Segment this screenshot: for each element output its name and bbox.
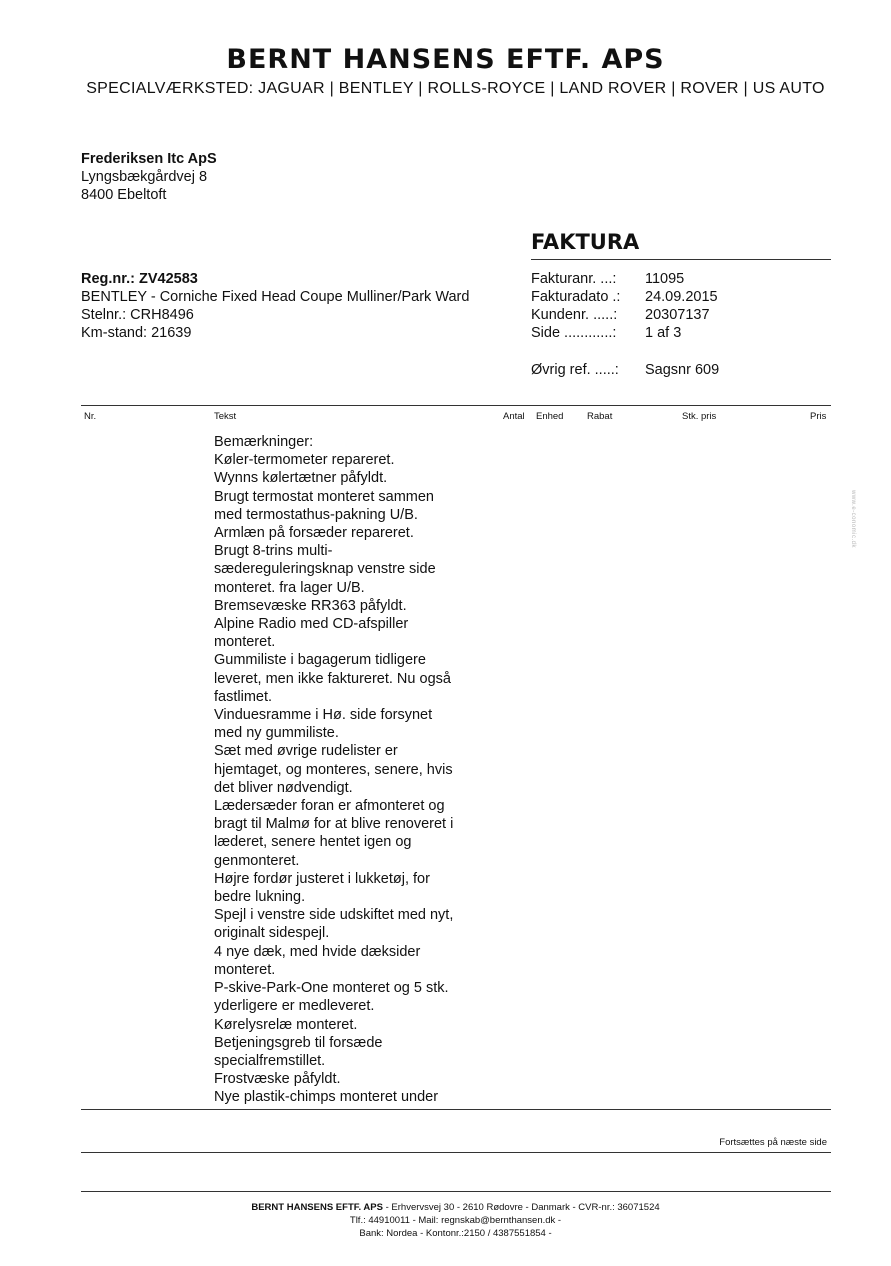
remark-line: Nye plastik-chimps monteret under — [214, 1089, 439, 1106]
remark-line: 4 nye dæk, med hvide dæksider — [214, 943, 421, 960]
remark-line: sædereguleringsknap venstre side — [214, 561, 436, 578]
remark-line: med ny gummiliste. — [214, 725, 339, 742]
remark-line: Sæt med øvrige rudelister er — [214, 743, 398, 760]
page-number-label: Side ............: — [531, 325, 617, 341]
remark-line: leveret, men ikke faktureret. Nu også — [214, 670, 451, 687]
customer-number-row — [531, 306, 710, 324]
continued-divider — [81, 1152, 831, 1153]
remark-line: Bemærkninger: — [214, 434, 314, 450]
remark-line: hjemtaget, og monteres, senere, hvis — [214, 761, 453, 778]
column-header-antal: Antal — [503, 411, 525, 422]
remark-line: med termostathus-pakning U/B. — [214, 506, 418, 523]
other-reference-label: Øvrig ref. .....: — [531, 362, 619, 378]
remark-line: originalt sidespejl. — [214, 925, 330, 942]
footer-divider — [81, 1191, 831, 1192]
recipient-name: Frederiksen Itc ApS — [81, 151, 217, 167]
remark-line: fastlimet. — [214, 688, 273, 705]
remark-line: Wynns kølertætner påfyldt. — [214, 470, 388, 487]
document-title: FAKTURA — [531, 230, 640, 254]
footer-company-line — [0, 1201, 891, 1214]
table-body-divider — [81, 1109, 831, 1110]
invoice-date-row — [531, 288, 718, 306]
company-name: BERNT HANSENS EFTF. APS — [226, 44, 665, 75]
remark-line: det bliver nødvendigt. — [214, 779, 353, 796]
side-watermark: www.e-conomic.dk — [850, 490, 856, 549]
recipient-street: Lyngsbækgårdvej 8 — [81, 169, 208, 185]
remark-line: bragt til Malmø for at blive renoveret i — [214, 816, 454, 833]
vehicle-mileage: Km-stand: 21639 — [81, 325, 192, 341]
remark-line: monteret. — [214, 634, 276, 651]
customer-number-value: 20307137 — [645, 307, 710, 323]
company-tagline: SPECIALVÆRKSTED: JAGUAR | BENTLEY | ROLLS-ROYCE | LAND ROVER | ROVER | US AUTO — [86, 80, 825, 97]
remark-line: Højre fordør justeret i lukketøj, for — [214, 870, 430, 887]
vehicle-chassis-number: Stelnr.: CRH8496 — [81, 307, 194, 323]
column-header-pris: Pris — [810, 411, 827, 422]
footer-address: - Erhvervsvej 30 - 2610 Rødovre - Danmark - CVR-nr.: 36071524 — [382, 1202, 660, 1213]
remarks-text-block — [214, 433, 489, 1107]
remark-line: Armlæn på forsæder repareret. — [214, 525, 414, 542]
invoice-date-label: Fakturadato .: — [531, 289, 621, 305]
remark-line: Køler-termometer repareret. — [214, 452, 395, 469]
remark-line: yderligere er medleveret. — [214, 998, 375, 1015]
remark-line: læderet, senere hentet igen og — [214, 834, 412, 851]
remark-line: Spejl i venstre side udskiftet med nyt, — [214, 907, 454, 924]
remark-line: P-skive-Park-One monteret og 5 stk. — [214, 980, 449, 997]
invoice-number-value: 11095 — [645, 271, 685, 287]
remark-line: genmonteret. — [214, 852, 300, 869]
invoice-number-label: Fakturanr. ...: — [531, 271, 617, 287]
remark-line: Vinduesramme i Hø. side forsynet — [214, 707, 433, 724]
other-reference-value: Sagsnr 609 — [645, 362, 720, 378]
footer-contact-line: Tlf.: 44910011 - Mail: regnskab@bernthansen.dk - — [349, 1215, 562, 1226]
customer-number-label: Kundenr. .....: — [531, 307, 618, 323]
page-number-value: 1 af 3 — [645, 325, 682, 341]
remark-line: Betjeningsgreb til forsæde — [214, 1034, 383, 1051]
invoice-number-row — [531, 270, 684, 288]
continued-next-page-note: Fortsættes på næste side — [719, 1137, 827, 1148]
invoice-date-value: 24.09.2015 — [645, 289, 718, 305]
column-header-nr: Nr. — [84, 411, 97, 422]
column-header-rabat: Rabat — [587, 411, 613, 422]
vehicle-model: BENTLEY - Corniche Fixed Head Coupe Mulliner/Park Ward — [81, 289, 470, 305]
remark-line: Brugt termostat monteret sammen — [214, 488, 434, 505]
remark-line: Gummiliste i bagagerum tidligere — [214, 652, 426, 669]
recipient-city: 8400 Ebeltoft — [81, 187, 167, 203]
remark-line: Brugt 8-trins multi- — [214, 543, 333, 560]
remark-line: Alpine Radio med CD-afspiller — [214, 616, 409, 633]
column-header-enhed: Enhed — [536, 411, 564, 422]
column-header-tekst: Tekst — [214, 411, 237, 422]
remark-line: monteret. — [214, 961, 276, 978]
footer-bank-line: Bank: Nordea - Kontonr.:2150 / 4387551854 - — [359, 1228, 552, 1239]
column-header-stk-pris: Stk. pris — [682, 411, 717, 422]
other-reference-row — [531, 361, 719, 379]
remark-line: Frostvæske påfyldt. — [214, 1071, 341, 1088]
title-divider — [531, 259, 831, 260]
vehicle-reg-number: Reg.nr.: ZV42583 — [81, 271, 198, 287]
footer-company-name: BERNT HANSENS EFTF. APS — [251, 1202, 383, 1213]
remark-line: Bremsevæske RR363 påfyldt. — [214, 597, 407, 614]
remark-line: bedre lukning. — [214, 889, 306, 906]
remark-line: monteret. fra lager U/B. — [214, 579, 365, 596]
page-number-row — [531, 324, 681, 342]
remark-line: Lædersæder foran er afmonteret og — [214, 798, 445, 815]
remark-line: specialfremstillet. — [214, 1052, 326, 1069]
remark-line: Kørelysrelæ monteret. — [214, 1016, 358, 1033]
table-header-divider — [81, 405, 831, 406]
